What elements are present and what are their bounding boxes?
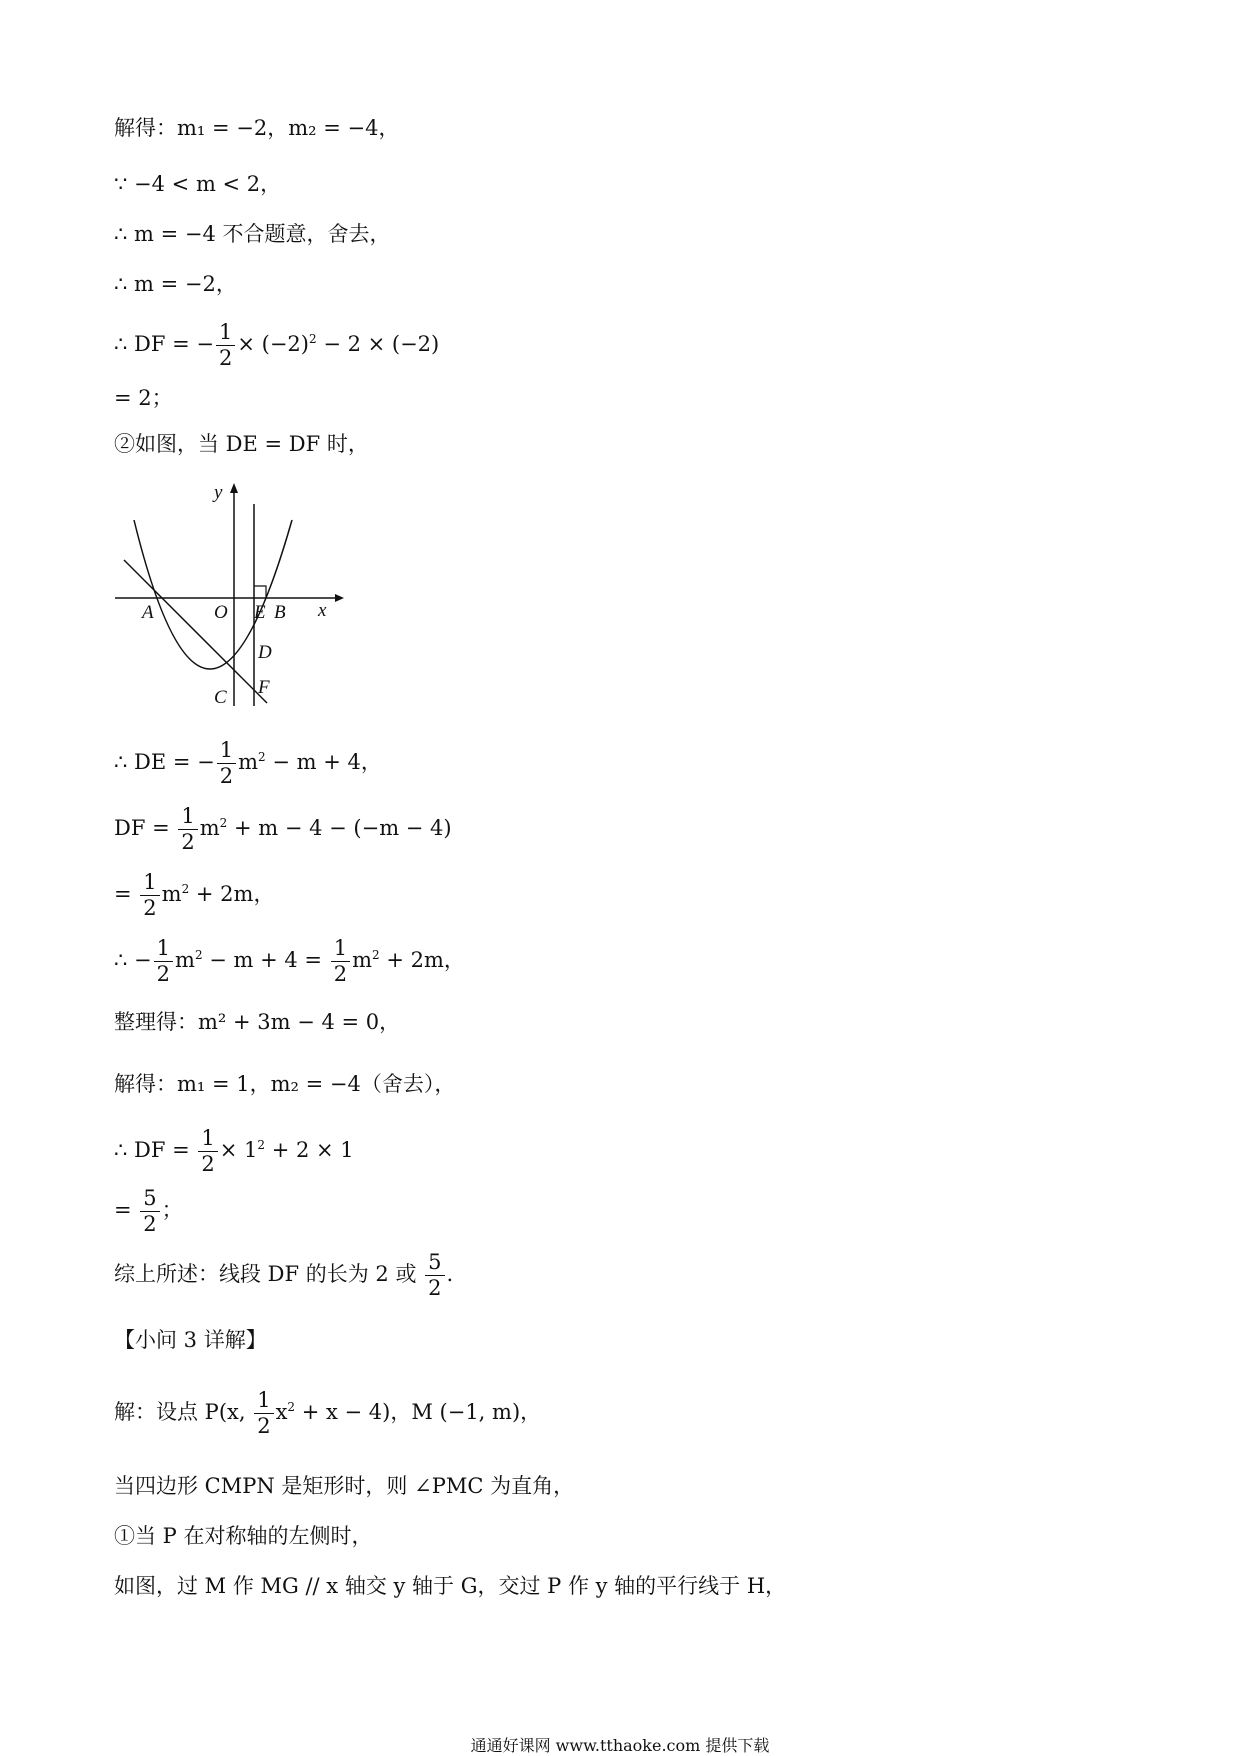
y-axis-arrow — [230, 483, 238, 493]
text: 解：设点 P — [114, 1400, 219, 1424]
label-c: C — [214, 687, 227, 708]
exponent: 2 — [309, 332, 317, 346]
line-df-result-2: = 2； — [114, 386, 173, 410]
denominator: 2 — [219, 346, 233, 370]
denominator: 2 — [333, 962, 348, 986]
label-o: O — [214, 602, 228, 623]
exponent: 2 — [181, 882, 190, 896]
text: − 2 × (−2) — [316, 332, 440, 356]
line-m-equals-minus-2: ∴ m = −2， — [114, 272, 237, 296]
line-case-left-of-axis: ①当 P 在对称轴的左侧时， — [114, 1524, 373, 1548]
label-b: B — [274, 602, 286, 623]
exponent: 2 — [372, 948, 380, 962]
fraction-one-half — [154, 938, 173, 985]
denominator: 2 — [143, 1212, 157, 1236]
fraction-one-half — [217, 740, 236, 787]
denominator: 2 — [156, 962, 171, 986]
line-df-simplified — [114, 872, 274, 919]
numerator: 1 — [217, 740, 236, 764]
text: (x, — [218, 1400, 253, 1424]
text: − m + 4， — [265, 750, 382, 774]
fraction-one-half — [254, 1390, 273, 1437]
text: + x − 4)，M (−1, m)， — [295, 1400, 542, 1424]
parabola-figure — [110, 478, 350, 718]
denominator: 2 — [143, 896, 157, 920]
exponent: 2 — [287, 1400, 296, 1414]
text: × 1 — [219, 1138, 258, 1162]
numerator: 1 — [178, 806, 197, 830]
line-conclusion — [114, 1252, 453, 1299]
denominator: 2 — [257, 1414, 271, 1438]
line-df-calculation-1 — [114, 322, 439, 369]
exponent: 2 — [257, 1138, 266, 1152]
text: + m − 4 − (−m − 4) — [227, 816, 452, 840]
text: 综上所述：线段 DF 的长为 2 或 — [114, 1262, 424, 1286]
line-ac — [124, 560, 267, 703]
line-quadratic-equation: 整理得：m² + 3m − 4 = 0， — [114, 1010, 401, 1034]
text: + 2 × 1 — [265, 1138, 354, 1162]
exponent: 2 — [219, 816, 228, 830]
numerator: 5 — [425, 1252, 444, 1276]
text: − m + 4 = — [202, 948, 329, 972]
numerator: 5 — [140, 1188, 159, 1212]
fraction-one-half — [178, 806, 197, 853]
denominator: 2 — [219, 764, 234, 788]
text: m — [352, 948, 372, 972]
line-solution-m-1: 解得：m₁ = 1，m₂ = −4（舍去）， — [114, 1072, 456, 1096]
text: ； — [161, 1198, 183, 1222]
denominator: 2 — [181, 830, 195, 854]
label-y: y — [214, 482, 223, 503]
line-discard-m-minus-4: ∴ m = −4 不合题意，舍去， — [114, 222, 391, 246]
section-heading-part-3: 【小问 3 详解】 — [114, 1328, 267, 1352]
line-equation-de-df — [114, 938, 465, 985]
label-e: E — [254, 602, 266, 623]
line-because-range: ∵ −4 < m < 2， — [114, 172, 282, 196]
line-set-point-p — [114, 1390, 541, 1437]
line-df-calculation-2 — [114, 1128, 354, 1175]
line-construction-mg: 如图，过 M 作 MG // x 轴交 y 轴于 G，交过 P 作 y 轴的平行线于 H， — [114, 1574, 787, 1598]
text: × (−2) — [237, 332, 309, 356]
exponent: 2 — [258, 750, 266, 764]
line-de-expression — [114, 740, 382, 787]
numerator: 1 — [198, 1128, 217, 1152]
line-case-de-equals-df: ②如图，当 DE = DF 时， — [114, 432, 369, 456]
line-rectangle-condition: 当四边形 CMPN 是矩形时，则 ∠PMC 为直角， — [114, 1474, 575, 1498]
numerator: 1 — [331, 938, 350, 962]
label-f: F — [258, 677, 270, 698]
text: ∴ DE = − — [114, 750, 215, 774]
text: ∴ DF = − — [114, 332, 214, 356]
line-df-result-five-halves — [114, 1188, 183, 1235]
text: m — [161, 882, 182, 906]
text: ∴ − — [114, 948, 152, 972]
denominator: 2 — [201, 1152, 215, 1176]
label-a: A — [142, 602, 154, 623]
page-footer: 通通好课网 www.tthaoke.com 提供下载 — [470, 1736, 770, 1755]
text: . — [446, 1262, 454, 1286]
numerator: 1 — [154, 938, 173, 962]
fraction-one-half — [216, 322, 235, 369]
label-x: x — [318, 600, 327, 621]
exponent: 2 — [194, 948, 203, 962]
label-d: D — [258, 642, 272, 663]
text: = — [114, 1198, 139, 1222]
line-df-expression — [114, 806, 452, 853]
numerator: 1 — [216, 322, 235, 346]
fraction-one-half — [331, 938, 350, 985]
text: = — [114, 882, 139, 906]
text: x — [275, 1400, 288, 1424]
text: + 2m， — [379, 948, 465, 972]
line-solution-m-values: 解得：m₁ = −2，m₂ = −4， — [114, 116, 400, 140]
x-axis-arrow — [335, 594, 344, 602]
fraction-five-halves — [140, 1188, 159, 1235]
fraction-one-half — [140, 872, 159, 919]
text: DF = — [114, 816, 177, 840]
fraction-five-halves — [425, 1252, 444, 1299]
text: m — [175, 948, 195, 972]
numerator: 1 — [140, 872, 159, 896]
text: m — [199, 816, 220, 840]
text: m — [238, 750, 259, 774]
fraction-one-half — [198, 1128, 217, 1175]
text: + 2m， — [189, 882, 275, 906]
text: ∴ DF = — [114, 1138, 197, 1162]
right-angle-mark — [254, 586, 266, 598]
numerator: 1 — [254, 1390, 273, 1414]
denominator: 2 — [428, 1276, 442, 1300]
